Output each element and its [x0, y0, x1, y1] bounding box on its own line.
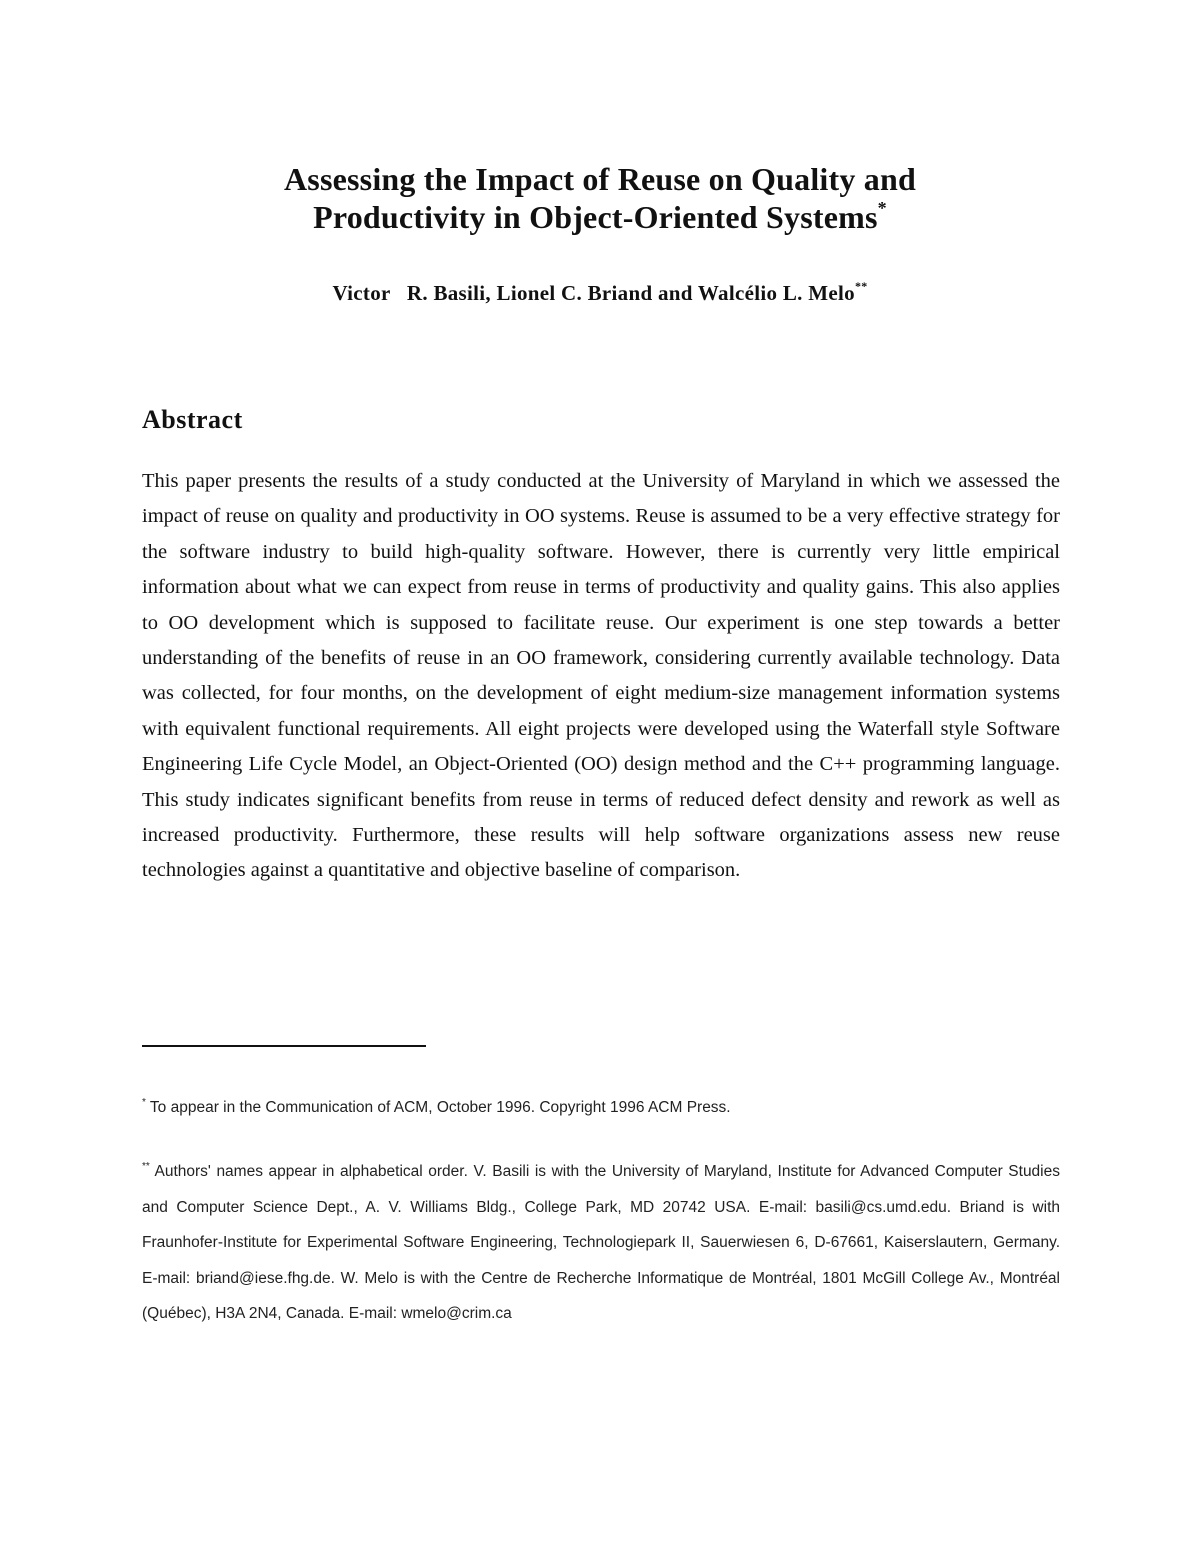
abstract-heading: Abstract [142, 405, 243, 434]
title-footnote-mark: * [877, 198, 887, 218]
author-list [140, 279, 1060, 307]
footnote-1 [142, 1096, 1060, 1120]
footnote-2-text: Authors' names appear in alphabetical order. V. Basili is with the University of Maryland, Institute for Advanced Computer Studies and Computer Science Dept., A. V. Williams Bldg., College Park, MD 20742 USA. E-mail: basili@cs.umd.edu. Briand is with Fraunhofer-Institute for Experimental Software Engineering, Technologiepark II, Sauerwiesen 6, D-67661, Kaiserslautern, Germany. E-mail: briand@iese.fhg.de. W. Melo is with the Centre de Recherche Informatique de Montréal, 1801 McGill College Av., Montréal (Québec), H3A 2N4, Canada. E-mail: wmelo@crim.ca [142, 1163, 1060, 1322]
footnote-2-mark: ** [142, 1161, 150, 1172]
footnote-1-mark: * [142, 1097, 146, 1108]
abstract-body: This paper presents the results of a study conducted at the University of Maryland in which we assessed the impact of reuse on quality and productivity in OO systems. Reuse is assumed to be a very effective strategy for the software industry to build high-quality software. However, there is currently very little empirical information about what we can expect from reuse in terms of productivity and quality gains. This also applies to OO development which is supposed to facilitate reuse. Our experiment is one step towards a better understanding of the benefits of reuse in an OO framework, considering currently available technology. Data was collected, for four months, on the development of eight medium-size management information systems with equivalent functional requirements. All eight projects were developed using the Waterfall style Software Engineering Life Cycle Model, an Object-Oriented (OO) design method and the C++ programming language. This study indicates significant benefits from reuse in terms of reduced defect density and rework as well as increased productivity. Furthermore, these results will help software organizations assess new reuse technologies against a quantitative and objective baseline of comparison. [142, 470, 1060, 882]
authors-footnote-mark: ** [854, 279, 868, 293]
title-line-1: Assessing the Impact of Reuse on Quality and [284, 161, 916, 197]
paper-title [140, 160, 1060, 236]
footnote-2 [142, 1154, 1060, 1332]
footnote-1-text: To appear in the Communication of ACM, October 1996. Copyright 1996 ACM Press. [145, 1099, 731, 1116]
footnote-divider [142, 1045, 426, 1047]
author-names: Victor R. Basili, Lionel C. Briand and Walcélio L. Melo [332, 281, 855, 305]
title-line-2: Productivity in Object-Oriented Systems [313, 199, 878, 235]
